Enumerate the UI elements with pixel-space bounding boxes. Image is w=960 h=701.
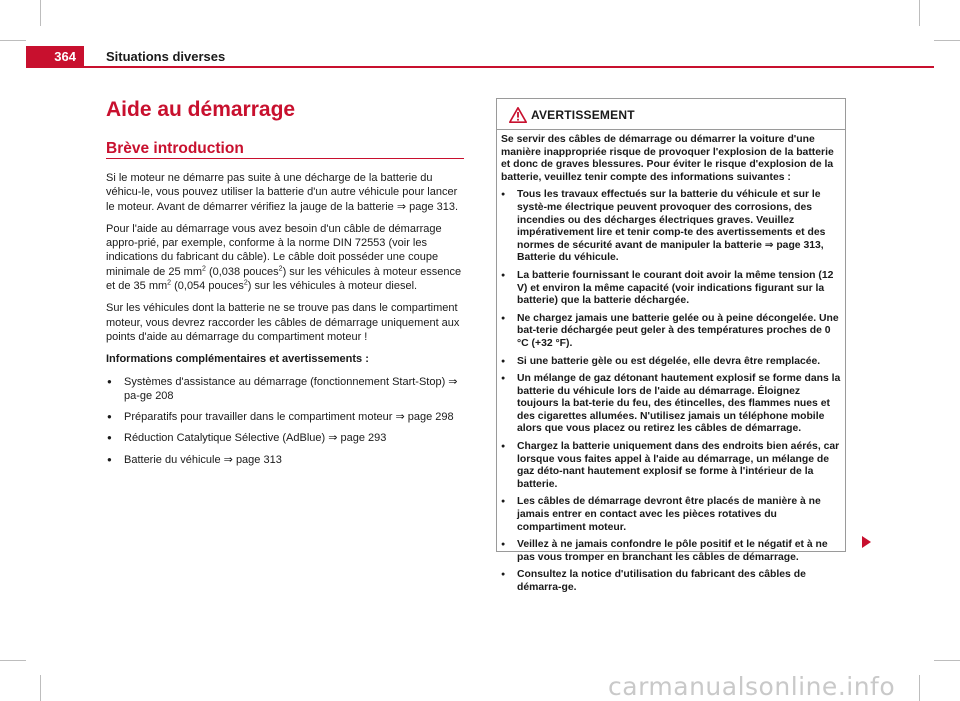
- header-rule: [26, 66, 934, 68]
- crop-mark: [40, 0, 41, 26]
- crop-mark: [0, 40, 26, 41]
- continue-arrow-icon: [862, 536, 871, 548]
- crop-mark: [919, 0, 920, 26]
- warning-list: [501, 189, 841, 594]
- page-number: 364: [54, 49, 76, 64]
- warning-item: ● Les câbles de démarrage devront être placés de manière à ne jamais entrer en contact avec les pièces rotatives du compartiment moteur.: [501, 496, 841, 534]
- subsection-title: Brève introduction: [106, 140, 244, 157]
- list-item: ● Préparatifs pour travailler dans le compartiment moteur ⇒ page 298: [106, 410, 464, 424]
- crop-mark: [934, 660, 960, 661]
- warning-item: ● Veillez à ne jamais confondre le pôle positif et le négatif et à ne pas vous tromper en branchant les câbles de démarrage.: [501, 539, 841, 564]
- info-list: [106, 375, 464, 467]
- paragraph: Sur les véhicules dont la batterie ne se trouve pas dans le compartiment moteur, vous devrez raccorder les câbles de démarrage uniquement aux points d'aide au démarrage du compartiment moteur !: [106, 302, 460, 343]
- warning-item: ● Un mélange de gaz détonant hautement explosif se forme dans la batterie du véhicule lors de l'aide au démarrage. Éloignez toujours la bat-terie du feu, des étincelles, des flammes nues et des cigarettes allumées. N'utilisez jamais un téléphone mobile alors que vous placez ou retirez les câbles de démarrage.: [501, 373, 841, 436]
- list-item: ● Systèmes d'assistance au démarrage (fonctionnement Start-Stop) ⇒ pa-ge 208: [106, 375, 464, 404]
- warning-title: AVERTISSEMENT: [531, 108, 635, 122]
- crop-mark: [40, 675, 41, 701]
- warning-intro: Se servir des câbles de démarrage ou démarrer la voiture d'une manière inappropriée risque de provoquer l'explosion de la batterie et donc de graves blessures. Pour éviter le risque d'explosion de la batterie, veuillez tenir compte des informations suivantes :: [501, 134, 834, 183]
- warning-item: ● Tous les travaux effectués sur la batterie du véhicule et sur le systè-me électrique peuvent provoquer des corrosions, des incendies ou des décharges électriques graves. Veuillez impérativement lire et tenir comp-te des avertissements et des normes de sécurité avant de manipuler la batterie ⇒ page 313, Batterie du véhicule.: [501, 189, 841, 265]
- subsection-rule: [106, 158, 464, 159]
- warning-box: [496, 98, 846, 593]
- warning-triangle-icon: [509, 107, 527, 123]
- section-title: Aide au démarrage: [106, 98, 296, 121]
- paragraph-cable: Pour l'aide au démarrage vous avez besoin d'un câble de démarrage appro-prié, par exemple, conforme à la norme DIN 72553 (voir les indications du fabricant du câble). Le câble doit posséder une coupe minimale de 25 $mm^2$ (0,038 pouces$^2$) sur les véhicules à moteur essence et de 35 $mm^2$ (0,054 pouces$^2$) sur les véhicules à moteur diesel.: [106, 222, 462, 293]
- warning-header: [497, 99, 845, 130]
- paragraph: Si le moteur ne démarre pas suite à une décharge de la batterie du véhicu-le, vous pouvez utiliser la batterie d'un autre véhicule pour lancer le moteur. Avant de démarrer vérifiez la jauge de la batterie ⇒ page 313.: [106, 172, 459, 213]
- crop-mark: [919, 675, 920, 701]
- crop-mark: [934, 40, 960, 41]
- chapter-title: Situations diverses: [106, 49, 226, 64]
- warning-body: [497, 134, 845, 600]
- watermark: carmanualsonline.info: [608, 672, 896, 701]
- warning-item: ● Consultez la notice d'utilisation du fabricant des câbles de démarra-ge.: [501, 569, 841, 594]
- info-heading: Informations complémentaires et avertissements :: [106, 353, 369, 366]
- warning-item: ● Si une batterie gèle ou est dégelée, elle devra être remplacée.: [501, 356, 841, 369]
- warning-item: ● La batterie fournissant le courant doit avoir la même tension (12 V) et environ la même capacité (voir indications figurant sur la batterie) que la batterie déchargée.: [501, 270, 841, 308]
- list-item: ● Réduction Catalytique Sélective (AdBlue) ⇒ page 293: [106, 431, 464, 445]
- crop-mark: [0, 660, 26, 661]
- intro-column: [106, 171, 464, 474]
- warning-item: ● Ne chargez jamais une batterie gelée ou à peine décongelée. Une bat-terie déchargée peut geler à des températures proches de 0 °C (+32 °F).: [501, 313, 841, 351]
- warning-item: ● Chargez la batterie uniquement dans des endroits bien aérés, car lorsque vous faites appel à l'aide au démarrage, un mélange de gaz déto-nant hautement explosif se forme à l'intérieur de la batterie.: [501, 441, 841, 491]
- list-item: ● Batterie du véhicule ⇒ page 313: [106, 453, 464, 467]
